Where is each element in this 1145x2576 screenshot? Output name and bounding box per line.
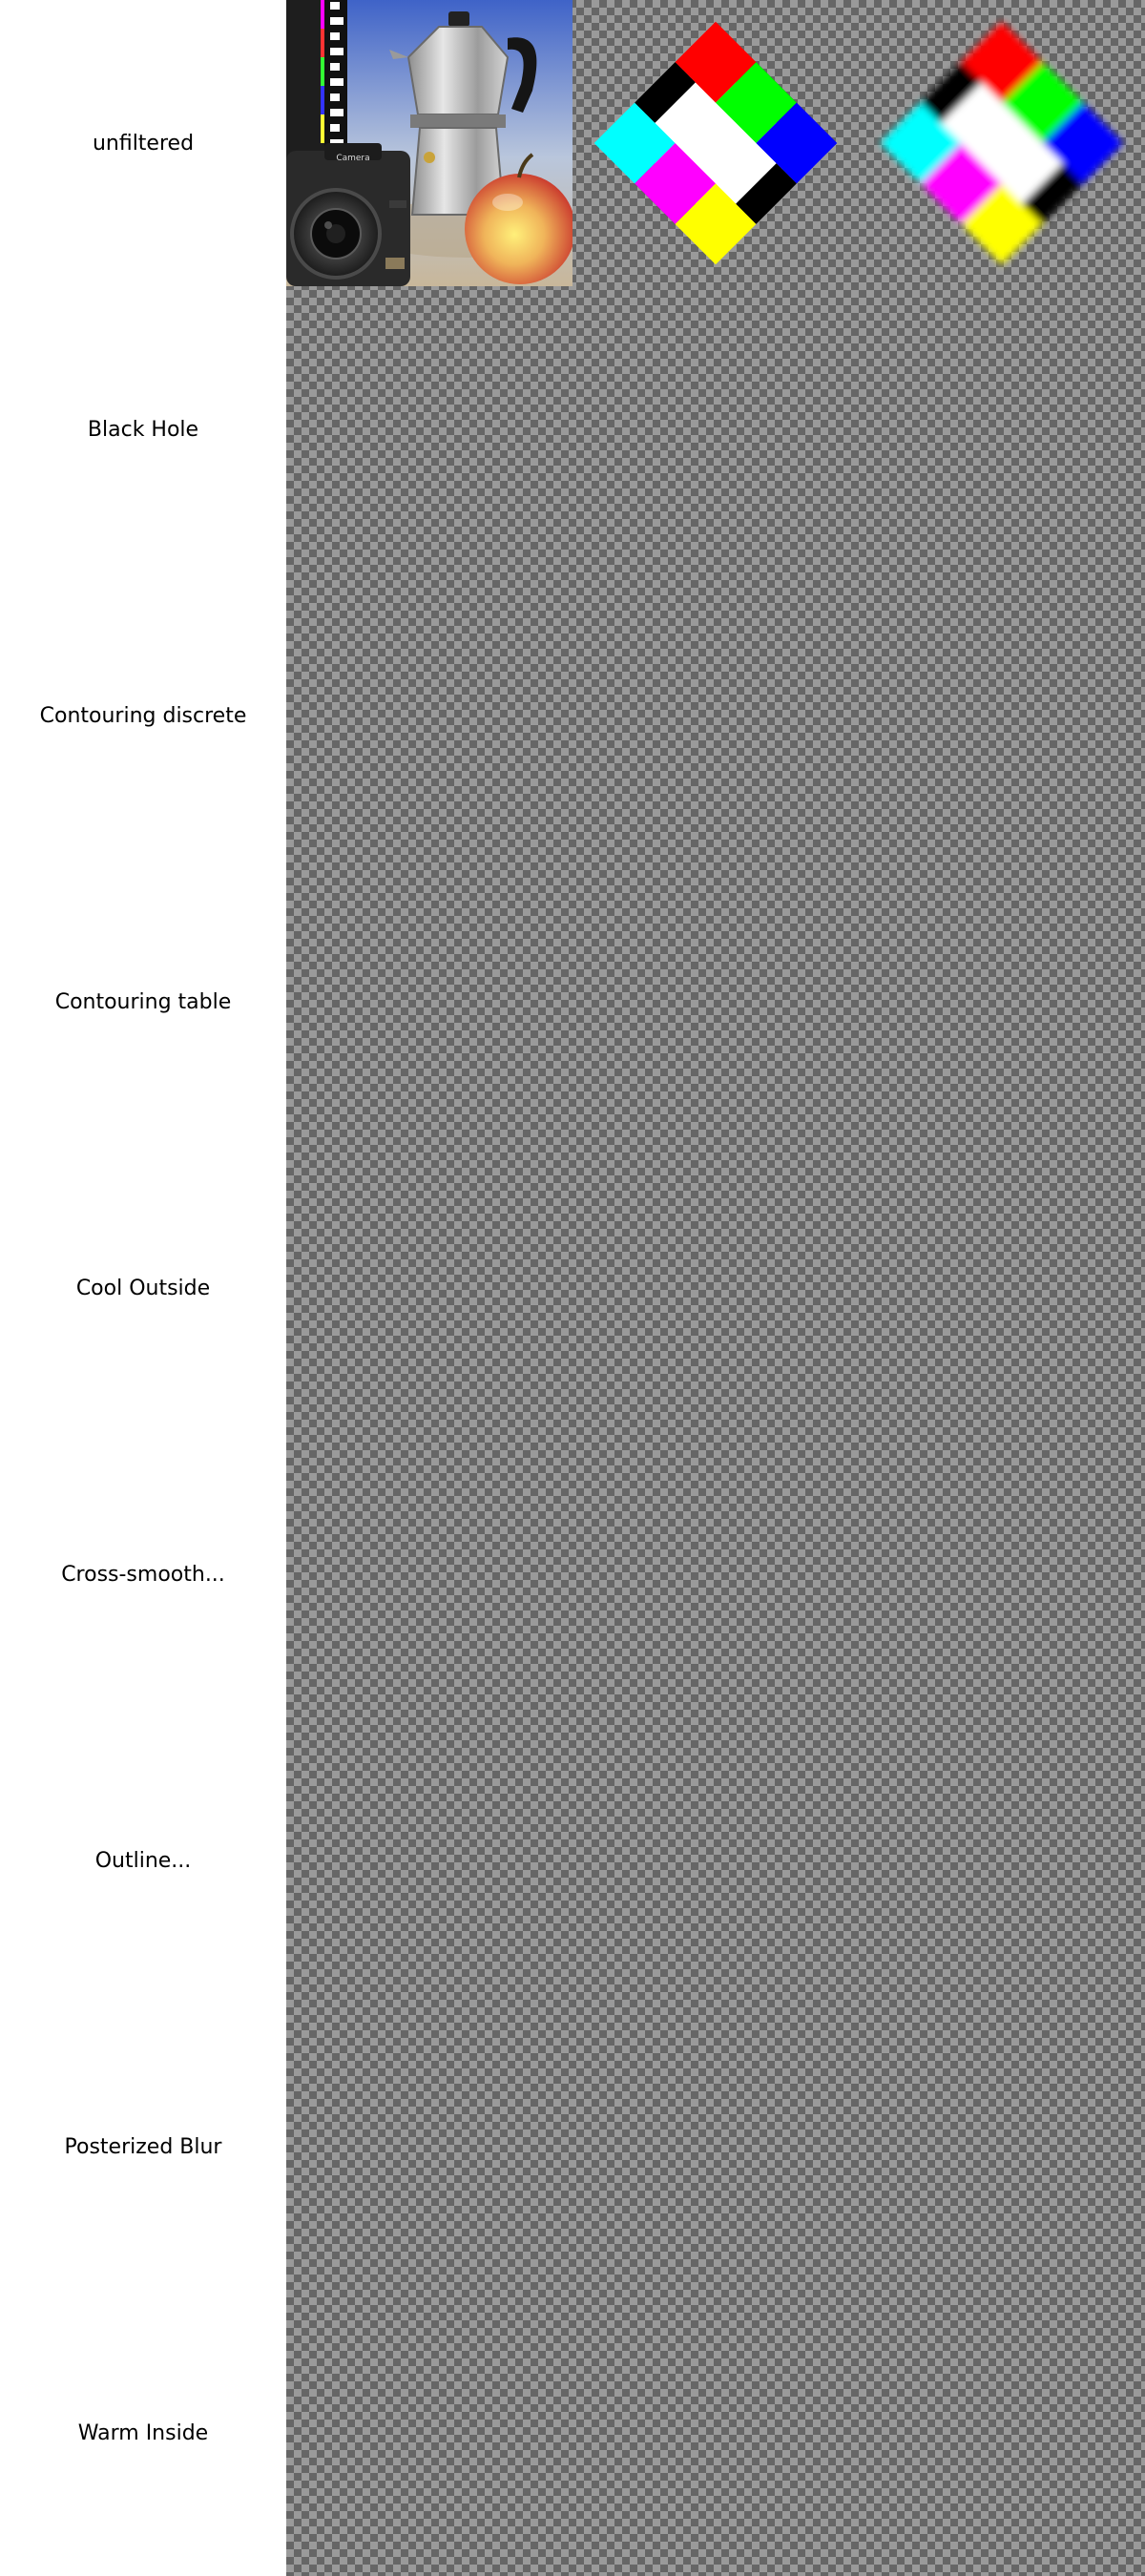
filter-label-column <box>0 0 286 2576</box>
filter-label-unfiltered: unfiltered <box>92 131 195 156</box>
filter-label-black-hole: Black Hole <box>87 417 199 442</box>
still-life-photo-tile <box>286 0 572 286</box>
color-diamonds-blurred <box>859 0 1145 286</box>
filter-label-contouring-table: Contouring table <box>54 989 232 1014</box>
filter-label-cool-outside: Cool Outside <box>75 1276 211 1300</box>
camera-icon <box>286 143 410 286</box>
still-life-photo <box>286 0 572 286</box>
filter-label-warm-inside: Warm Inside <box>77 2420 209 2445</box>
color-diamonds <box>572 0 859 286</box>
filter-label-outline: Outline... <box>94 1848 192 1873</box>
checkerboard-canvas <box>286 0 1145 2576</box>
filter-label-posterized-blur: Posterized Blur <box>64 2134 222 2159</box>
color-diamonds-blurred-tile <box>859 0 1145 286</box>
color-diamonds-tile <box>572 0 859 286</box>
camera-brand-text: Camera <box>336 154 370 163</box>
filter-label-contouring-discrete: Contouring discrete <box>39 703 247 728</box>
filter-label-cross-smooth: Cross-smooth... <box>61 1562 225 1587</box>
